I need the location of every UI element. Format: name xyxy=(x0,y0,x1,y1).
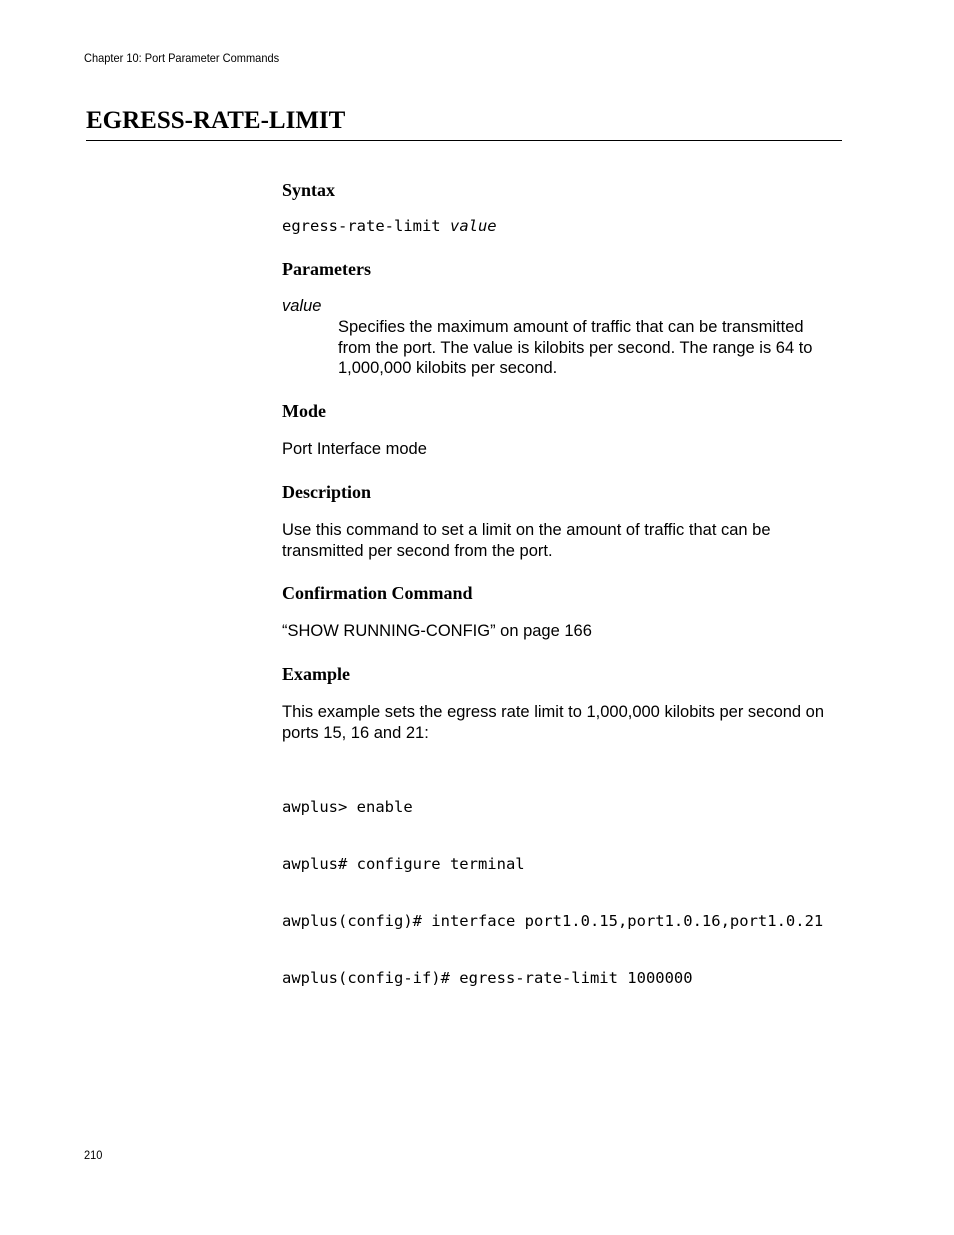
example-code-block xyxy=(282,760,823,1026)
parameter-name: value xyxy=(282,297,322,315)
page-title: EGRESS-RATE-LIMIT xyxy=(86,107,346,134)
running-header: Chapter 10: Port Parameter Commands xyxy=(84,51,280,65)
syntax-command: egress-rate-limit xyxy=(282,217,441,235)
code-line: awplus(config)# interface port1.0.15,port1.0.16,port1.0.21 xyxy=(282,912,824,930)
example-intro-line: ports 15, 16 and 21: xyxy=(282,723,429,742)
code-line: awplus(config-if)# egress-rate-limit 1000000 xyxy=(282,969,693,987)
description-line: Use this command to set a limit on the amount of traffic that can be xyxy=(282,521,771,539)
code-line: awplus# configure terminal xyxy=(282,855,525,873)
confirmation-heading: Confirmation Command xyxy=(282,583,473,603)
parameter-description xyxy=(338,317,812,379)
description-line: transmitted per second from the port. xyxy=(282,541,553,560)
parameter-description-line: 1,000,000 kilobits per second. xyxy=(338,359,558,377)
description-heading: Description xyxy=(282,482,371,502)
example-intro xyxy=(282,702,824,743)
example-heading: Example xyxy=(282,664,351,684)
mode-heading: Mode xyxy=(282,401,326,421)
syntax-heading: Syntax xyxy=(282,180,336,200)
syntax-argument: value xyxy=(449,217,497,235)
syntax-line xyxy=(282,217,497,236)
description-text xyxy=(282,520,771,561)
code-line: awplus> enable xyxy=(282,798,413,816)
example-intro-line: This example sets the egress rate limit to 1,000,000 kilobits per second on xyxy=(282,703,825,721)
parameter-description-line: from the port. The value is kilobits per second. The range is 64 to xyxy=(338,338,813,357)
confirmation-link[interactable]: “SHOW RUNNING-CONFIG” on page 166 xyxy=(282,622,592,640)
page-number: 210 xyxy=(84,1148,103,1162)
parameter-description-line: Specifies the maximum amount of traffic that can be transmitted xyxy=(338,318,804,336)
title-rule xyxy=(86,140,842,141)
mode-text: Port Interface mode xyxy=(282,440,427,458)
parameters-heading: Parameters xyxy=(282,259,371,279)
